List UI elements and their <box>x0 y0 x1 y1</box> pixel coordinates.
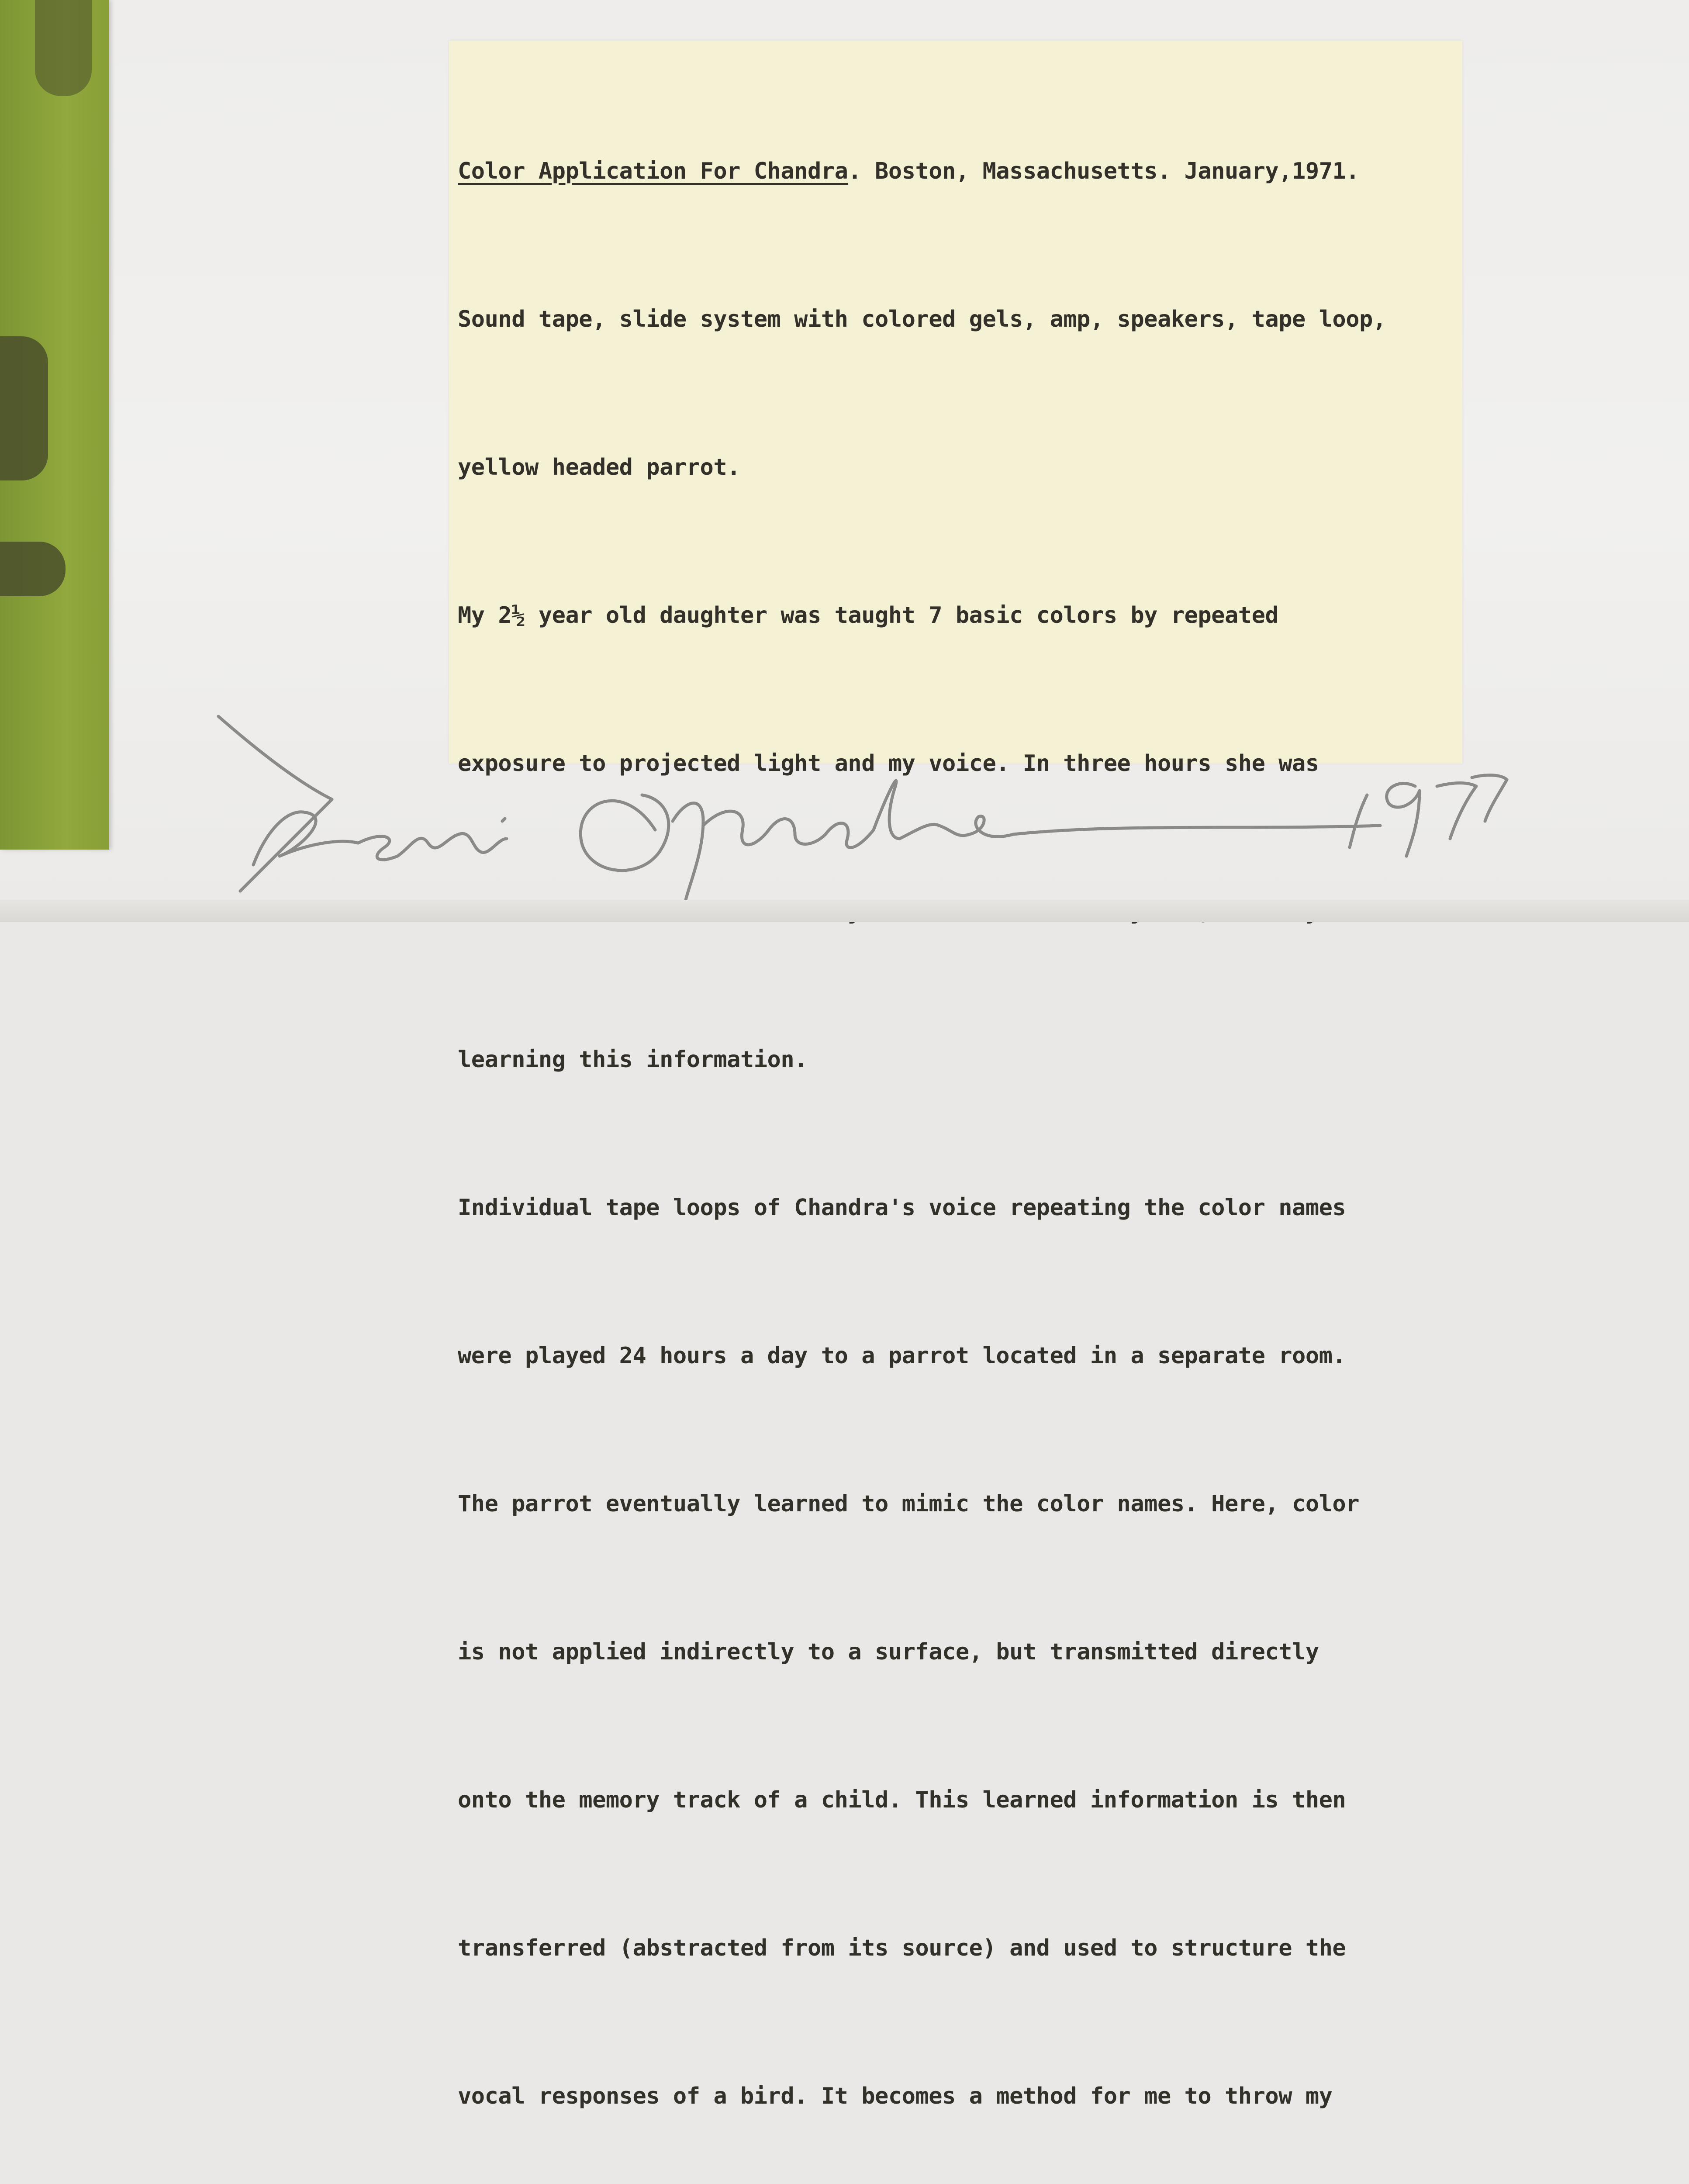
typed-line: My 2½ year old daughter was taught 7 basic colors by repeated <box>458 602 1279 629</box>
artwork-shape-top <box>35 0 92 96</box>
typed-line: onto the memory track of a child. This learned information is then <box>458 1787 1346 1813</box>
typed-line: yellow headed parrot. <box>458 454 740 480</box>
typed-line: The parrot eventually learned to mimic the color names. Here, color <box>458 1491 1360 1517</box>
typed-line: transferred (abstracted from its source) and used to structure the <box>458 1935 1346 1961</box>
green-artwork-panel <box>0 0 109 850</box>
typed-line: Individual tape loops of Chandra's voice repeating the color names <box>458 1195 1346 1221</box>
typed-line: is not applied indirectly to a surface, but transmitted directly <box>458 1639 1319 1665</box>
typed-heading-line <box>458 147 1462 196</box>
work-place-date: . Boston, Massachusetts. January,1971. <box>848 158 1360 184</box>
typed-statement <box>458 48 1462 2184</box>
typed-line: vocal responses of a bird. It becomes a method for me to throw my <box>458 2083 1333 2109</box>
typed-line: learning this information. <box>458 1047 808 1073</box>
handwritten-signature <box>201 699 1511 909</box>
work-title: Color Application For Chandra <box>458 158 848 184</box>
typed-line: exposure to projected light and my voice. In three hours she was <box>458 750 1319 777</box>
artwork-shape-mid <box>0 336 48 480</box>
artwork-shape-low <box>0 542 66 596</box>
print-bottom-edge <box>0 900 1689 922</box>
typed-line: Sound tape, slide system with colored gels, amp, speakers, tape loop, <box>458 306 1386 332</box>
typed-line: were played 24 hours a day to a parrot located in a separate room. <box>458 1343 1346 1369</box>
